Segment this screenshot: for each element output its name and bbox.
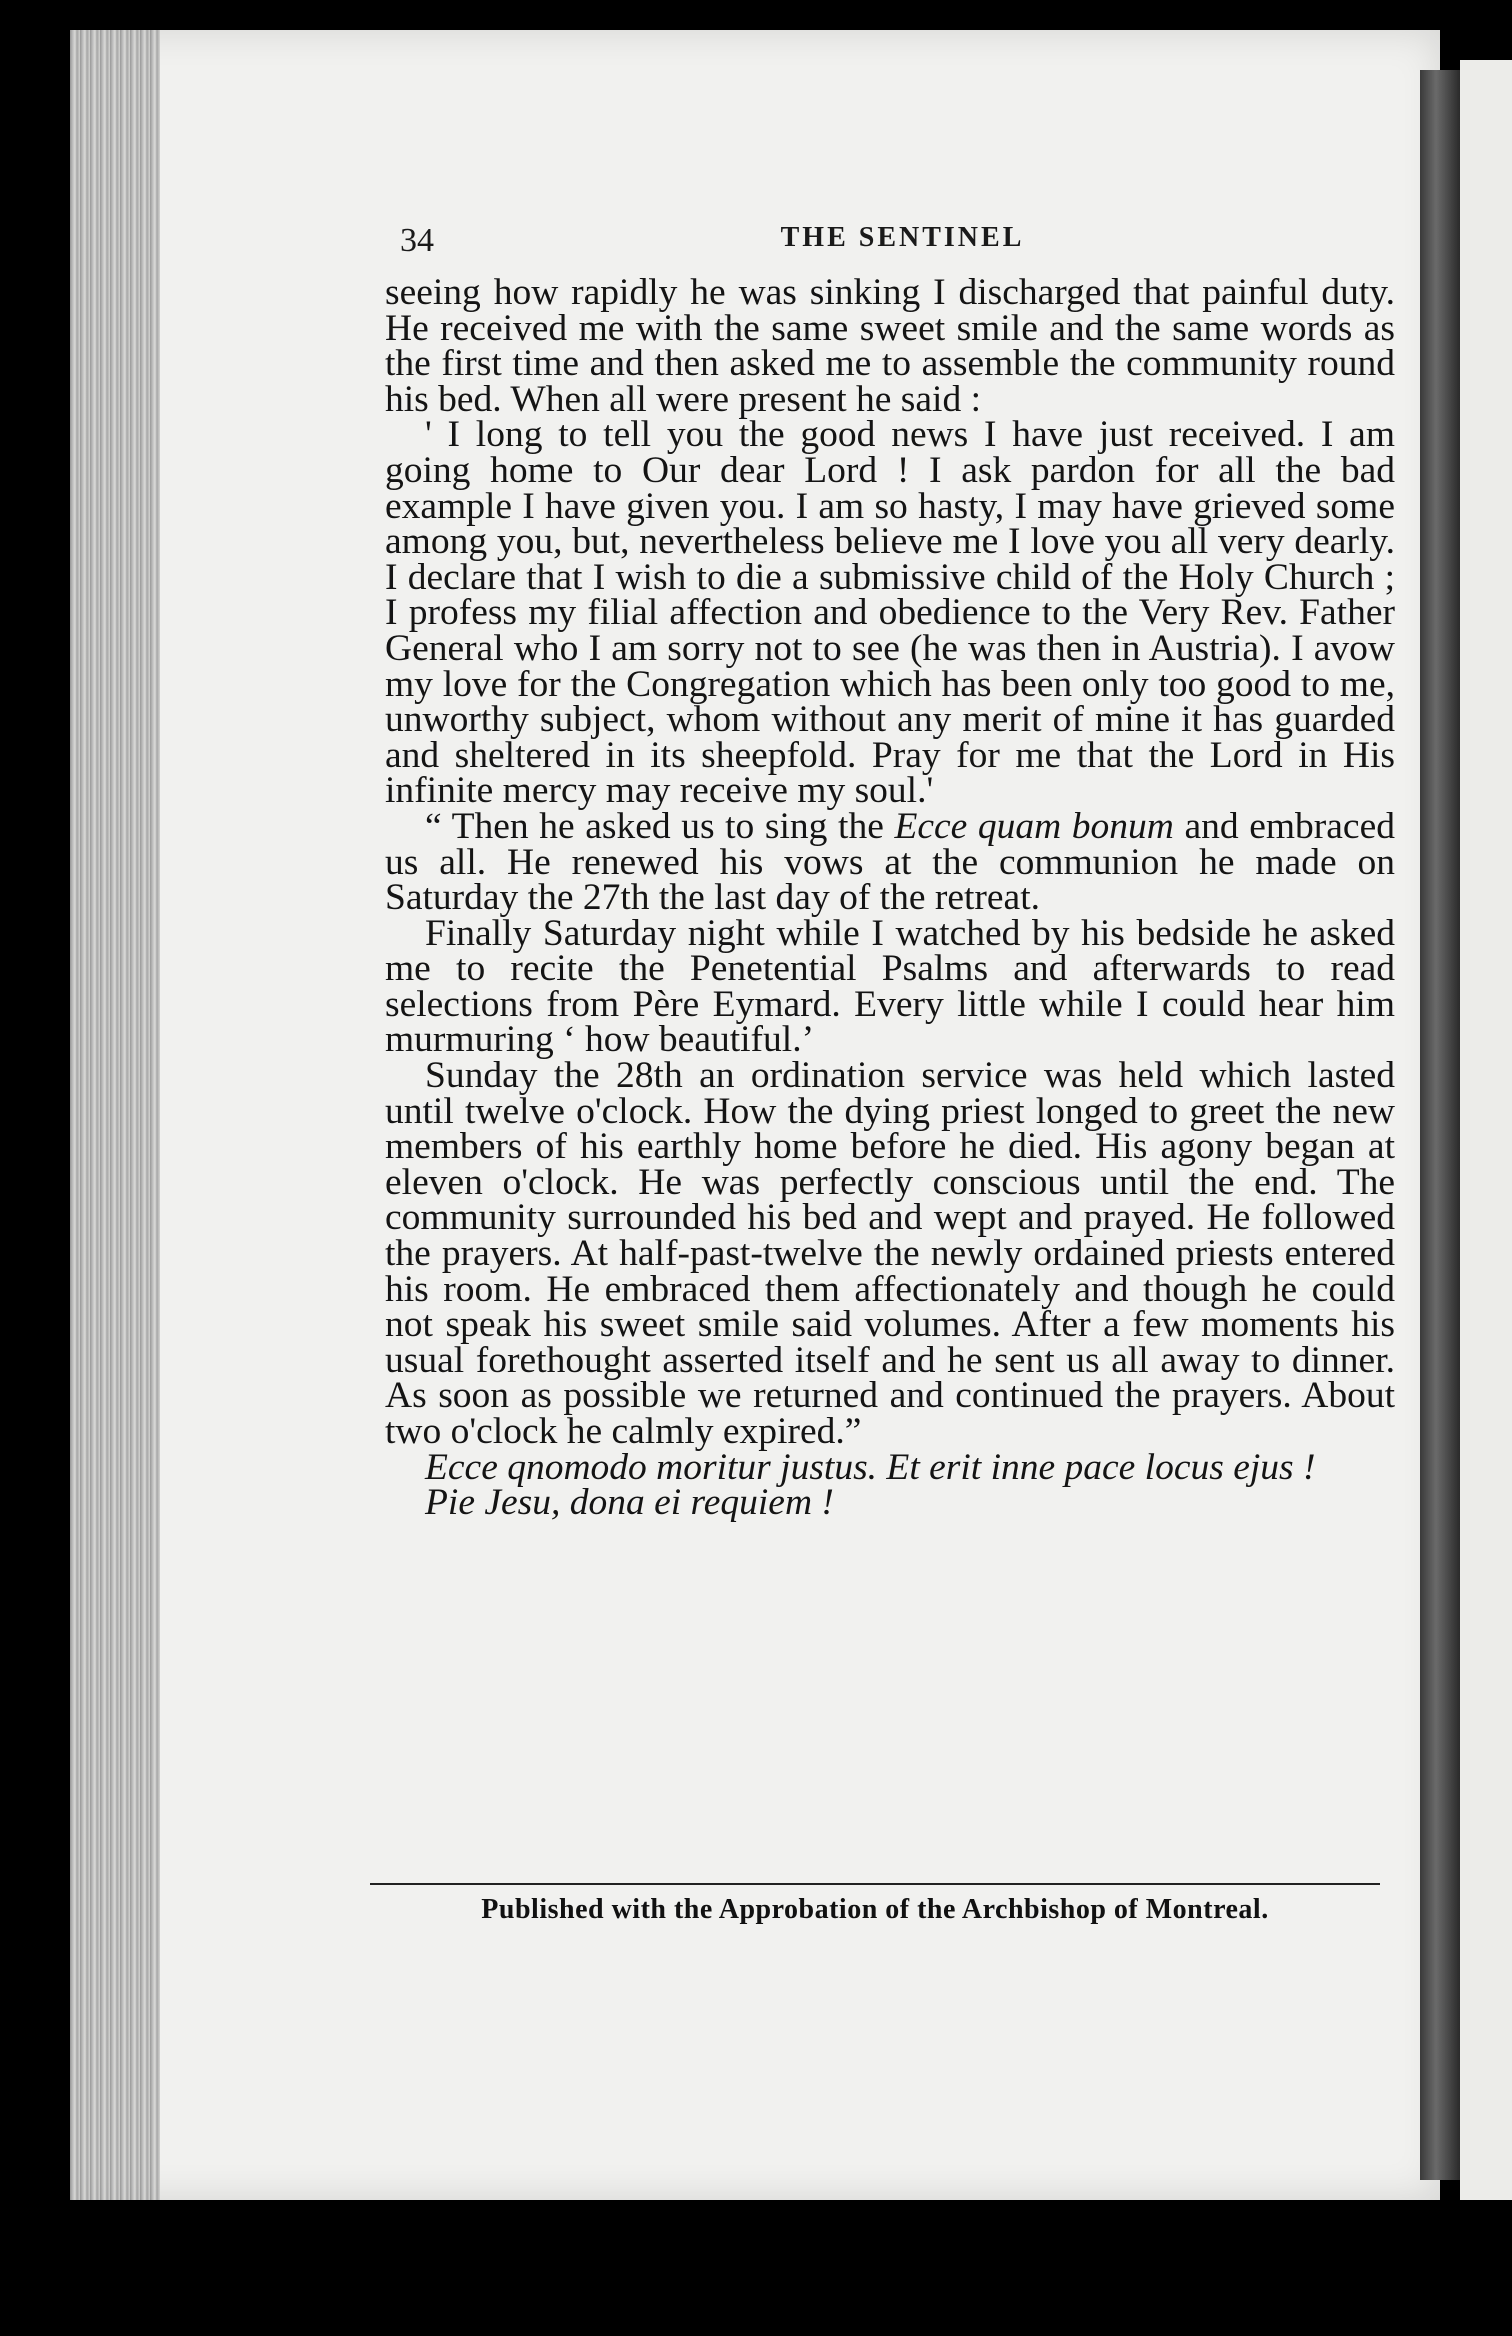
- page-number: 34: [400, 222, 434, 259]
- body-text: [385, 272, 1395, 1524]
- page-stack-edge: [1420, 70, 1460, 2180]
- paragraph-3: [385, 805, 1395, 919]
- paragraph-7-latin: Pie Jesu, dona ei requiem !: [425, 1482, 834, 1524]
- paragraph-3-start: “ Then he asked us to sing the: [425, 805, 895, 847]
- running-title: THE SENTINEL: [780, 222, 1025, 253]
- paragraph-5: Sunday the 28th an ordination service was held which lasted until twelve o'clock. How the dying priest longed to greet the new members of his earthly home before he died. His agony began at eleven o'clock. He was perfectly conscious until the end. The community surrounded his bed and wept and prayed. He followed the prayers. At half-past-twelve the newly ordained priests entered his room. He embraced them affectionately and though he could not speak his sweet smile said volumes. After a few moments his usual forethought asserted itself and he sent us all away to dinner. As soon as possible we returned and continued the prayers. About two o'clock he calmly expired.”: [385, 1055, 1395, 1452]
- paragraph-6-latin: Ecce qnomodo moritur justus. Et erit inne pace locus ejus !: [425, 1446, 1316, 1488]
- footer-rule: [370, 1883, 1380, 1885]
- page-header: [400, 222, 1405, 272]
- page-binding-edge: [70, 30, 160, 2200]
- paragraph-4: Finally Saturday night while I watched by his bedside he asked me to recite the Penetential Psalms and afterwards to read selections from Père Eymard. Every little while I could hear him murmuring ‘ how beautiful.’: [385, 912, 1395, 1061]
- paragraph-1: seeing how rapidly he was sinking I discharged that painful duty. He received me with the same sweet smile and the same words as the first time and then asked me to assemble the community round his bed. When all were present he said :: [385, 272, 1395, 420]
- paragraph-3-latin: Ecce quam bonum: [894, 805, 1174, 847]
- approbation-line: Published with the Approbation of the Archbishop of Montreal.: [481, 1894, 1269, 1925]
- paragraph-2: ' I long to tell you the good news I have just received. I am going home to Our dear Lord ! I ask pardon for all the bad example I have given you. I am so hasty, I may have grieved some among you, but, nevertheless believe me I love you all very dearly. I declare that I wish to die a submissive child of the Holy Church ; I profess my filial affection and obedience to the Very Rev. Father General who I am sorry not to see (he was then in Austria). I avow my love for the Congregation which has been only too good to me, unworthy subject, whom without any merit of mine it has guarded and sheltered in its sheepfold. Pray for me that the Lord in His infinite mercy may receive my soul.': [385, 414, 1395, 812]
- paragraph-3-end: and embraced us all. He renewed his vows at the communion he made on Saturday the 27th the last day of the retreat.: [385, 805, 1395, 919]
- facing-page-sliver: [1460, 60, 1512, 2200]
